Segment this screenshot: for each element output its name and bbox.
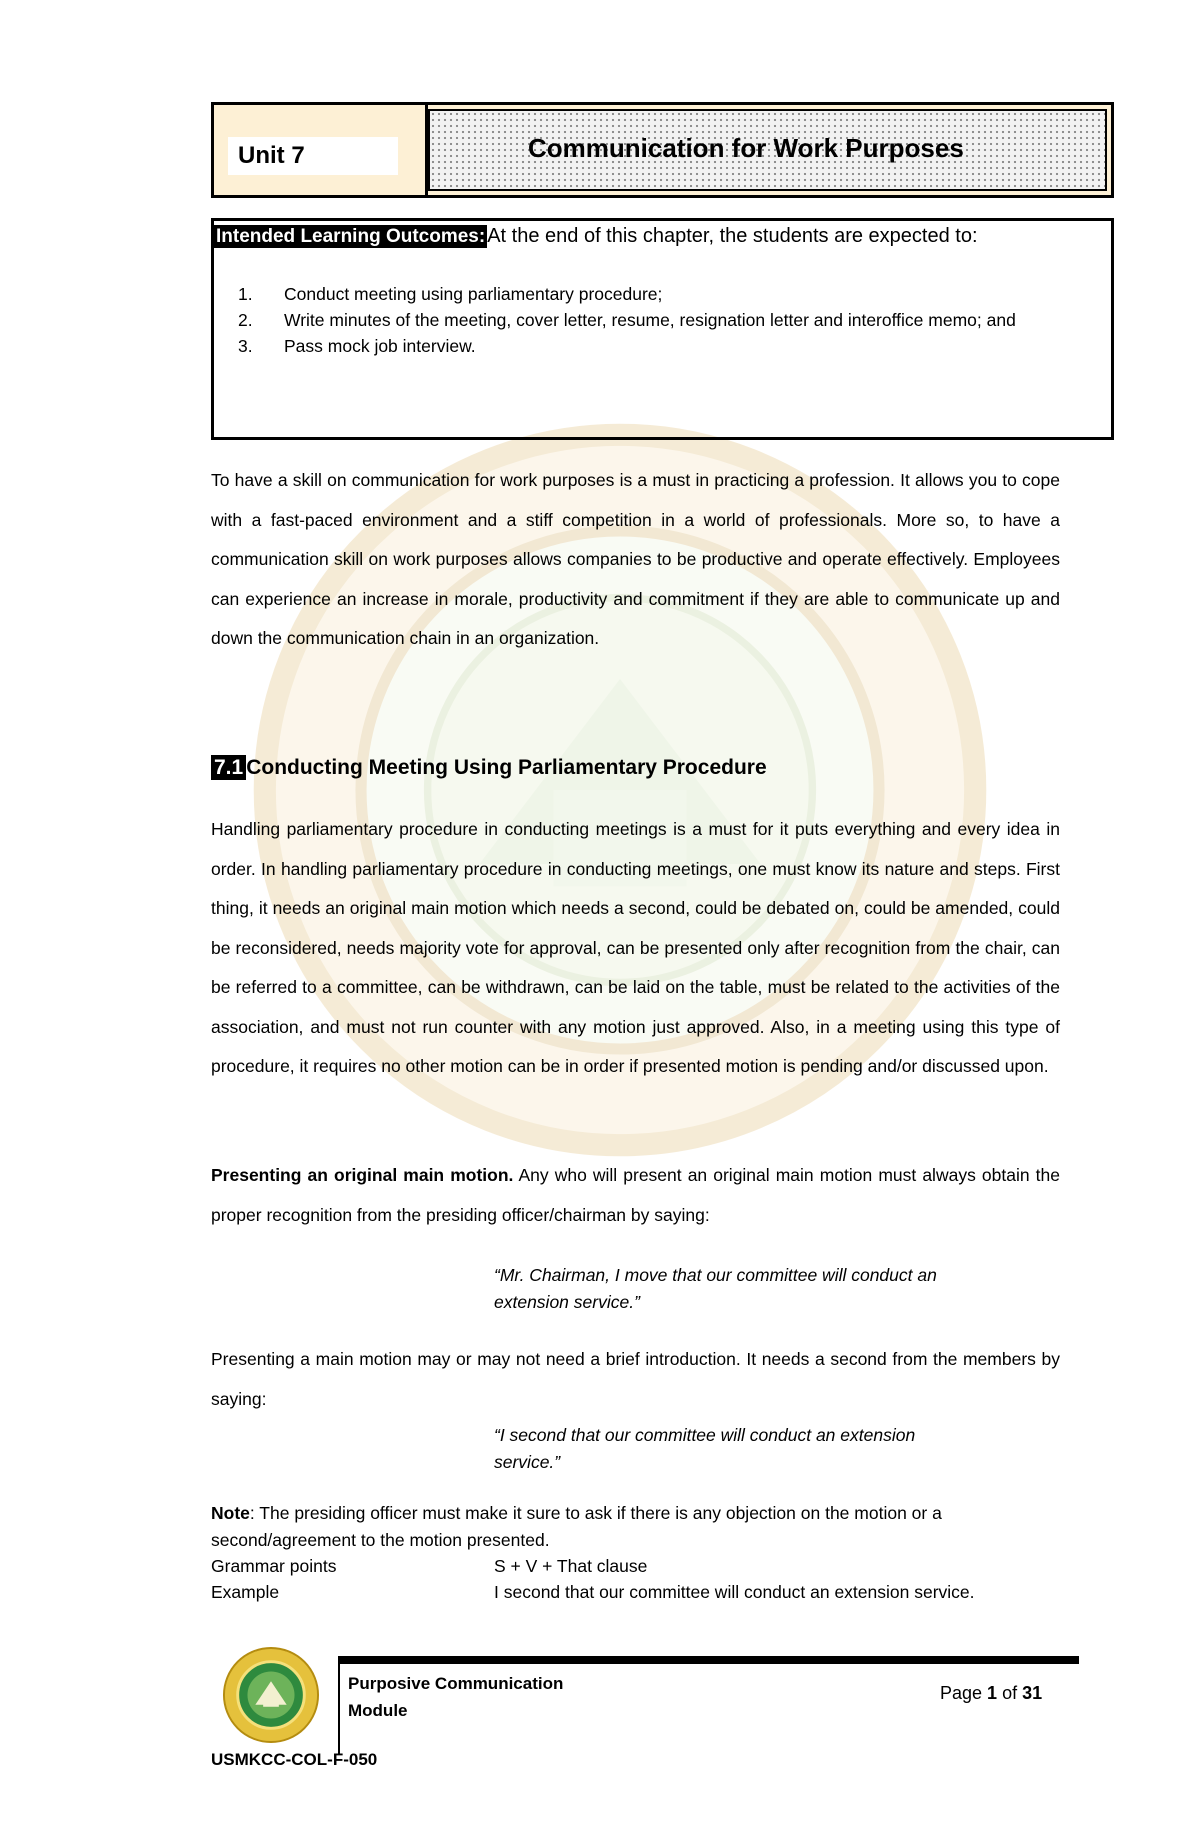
learning-outcomes-box	[211, 218, 1114, 440]
list-item-text: Conduct meeting using parliamentary procedure;	[284, 284, 663, 304]
grammar-points-label: Grammar points	[211, 1556, 337, 1576]
page-total: 31	[1022, 1683, 1043, 1703]
list-item	[238, 333, 1078, 359]
learning-outcomes-label: Intended Learning Outcomes:	[216, 226, 486, 247]
section-paragraph: Handling parliamentary procedure in conducting meetings is a must for it puts everything and every idea in order. In handling parliamentary procedure in conducting meetings, one must know its nature and steps. First thing, it needs an original main motion which needs a second, could be debated on, could be amended, could be reconsidered, needs majority vote for approval, can be presented only after recognition from the chair, can be referred to a committee, can be withdrawn, can be laid on the table, must be related to the activities of the association, and must not run counter with any motion just approved. Also, in a meeting using this type of procedure, it requires no other motion can be in order if presented motion is pending and/or discussed upon.	[211, 819, 1060, 1076]
unit-label: Unit 7	[228, 137, 398, 175]
presenting-lead: Presenting an original main motion.	[211, 1165, 514, 1185]
learning-outcomes-intro: At the end of this chapter, the students are expected to:	[487, 225, 978, 247]
footer-course-line2: Module	[348, 1701, 408, 1720]
learning-outcomes-list	[238, 281, 1078, 359]
intro-paragraph: To have a skill on communication for work purposes is a must in practicing a profession. It allows you to cope with a fast-paced environment and a stiff competition in a world of professionals. More so, to have a communication skill on work purposes allows companies to be productive and operate effectively. Employees can experience an increase in morale, productivity and commitment if they are able to communicate up and down the communication chain in an organization.	[211, 470, 1060, 648]
list-item-text: Pass mock job interview.	[284, 336, 476, 356]
footer-course-title	[348, 1670, 563, 1724]
unit-label-cell	[214, 105, 428, 195]
presenting-text: Any who will present an original main motion must always obtain the proper recognition from the presiding officer/chairman by saying:	[211, 1165, 1060, 1225]
list-item	[238, 307, 1078, 333]
page-indicator	[940, 1683, 1042, 1704]
list-item-number: 1.	[238, 284, 253, 304]
section-number: 7.1	[211, 755, 246, 780]
note-paragraph	[211, 1500, 1031, 1553]
list-item	[238, 281, 1078, 307]
document-code: USMKCC-COL-F-050	[211, 1750, 378, 1769]
learning-outcomes-heading	[214, 225, 978, 248]
grammar-points-value: S + V + That clause	[494, 1556, 648, 1576]
example-label: Example	[211, 1582, 280, 1602]
presenting-paragraph	[211, 1156, 1060, 1235]
university-seal-logo	[222, 1646, 320, 1744]
page-of: of	[997, 1683, 1023, 1703]
second-paragraph: Presenting a main motion may or may not need a brief introduction. It needs a second from the members by saying:	[211, 1349, 1060, 1409]
section-heading	[211, 756, 767, 780]
footer-rule	[338, 1656, 1079, 1664]
example-value: I second that our committee will conduct an extension service.	[494, 1582, 975, 1602]
unit-title-cell	[428, 109, 1107, 191]
section-title: Conducting Meeting Using Parliamentary Procedure	[246, 756, 767, 779]
page-number: 1	[987, 1683, 998, 1703]
note-text: : The presiding officer must make it sure to ask if there is any objection on the motion or a second/agreement to the motion presented.	[211, 1503, 942, 1550]
unit-header-box	[211, 102, 1114, 198]
list-item-number: 3.	[238, 336, 253, 356]
footer-divider	[338, 1656, 340, 1754]
note-label: Note	[211, 1503, 250, 1523]
page-prefix: Page	[940, 1683, 988, 1703]
unit-title: Communication for Work Purposes	[528, 133, 964, 163]
motion-quote: “Mr. Chairman, I move that our committee will conduct an extension service.”	[494, 1265, 937, 1312]
list-item-text: Write minutes of the meeting, cover letter, resume, resignation letter and interoffice memo; and	[284, 310, 1016, 330]
footer-course-line1: Purposive Communication	[348, 1674, 564, 1693]
second-quote: “I second that our committee will conduct an extension service.”	[494, 1425, 916, 1472]
list-item-number: 2.	[238, 310, 253, 330]
